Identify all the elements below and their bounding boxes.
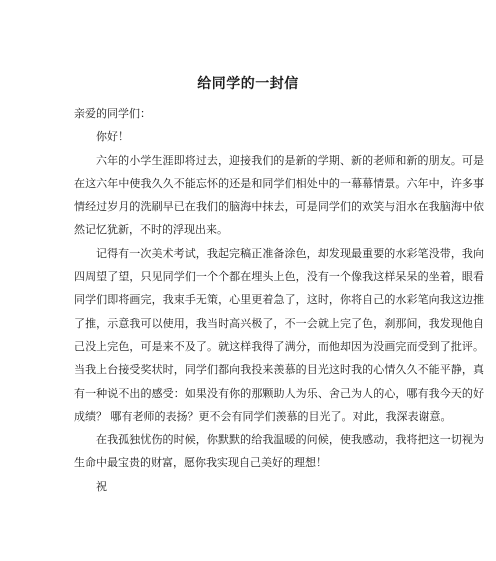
salutation: 亲爱的同学们：	[74, 107, 151, 120]
paragraph: 记得有一次美术考试，我起完稿正准备涂色，却发现最重要的水彩笔没带，我向四周望了望，只见同学们一个个都在埋头上色，没有一个像我这样呆呆的坐着，眼看同学们即将画完，我束手无策，心里更着急了，这时，你将自己的水彩笔向我这边推了推，示意我可以使用，我当时高兴极了，不一会就上完了色，刹那间，我发现他自己没上完色，可是来不及了。就这样我得了满分，而他却因为没画完而受到了批评。当我上台接受奖状时，同学们都向我投来羡慕的目光这时我的心情久久不能平静，真有一种说不出的感受：如果没有你的那颗助人为乐、舍己为人的心，哪有我今天的好成绩？ 哪有老师的表扬？更不会有同学们羡慕的目光了。对此，我深表谢意。	[74, 246, 484, 423]
letter-title: 给同学的一封信	[197, 76, 299, 92]
paragraph: 六年的小学生涯即将过去，迎接我们的是新的学期、新的老师和新的朋友。可是在这六年中使我久久不能忘怀的还是和同学们相处中的一幕幕情景。六年中，许多事情经过岁月的洗刷早已在我们的脑海中抹去，可是同学们的欢笑与泪水在我脑海中依然记忆犹新，不时的浮现出来。	[74, 153, 484, 237]
paragraph: 在我孤独忧伤的时候，你默默的给我温暖的问候，使我感动，我将把这一切视为生命中最宝贵的财富，愿你我实现自己美好的理想！	[74, 433, 484, 470]
letter-body	[74, 102, 484, 498]
closing: 祝	[96, 479, 107, 493]
greeting: 你好！	[96, 130, 129, 144]
